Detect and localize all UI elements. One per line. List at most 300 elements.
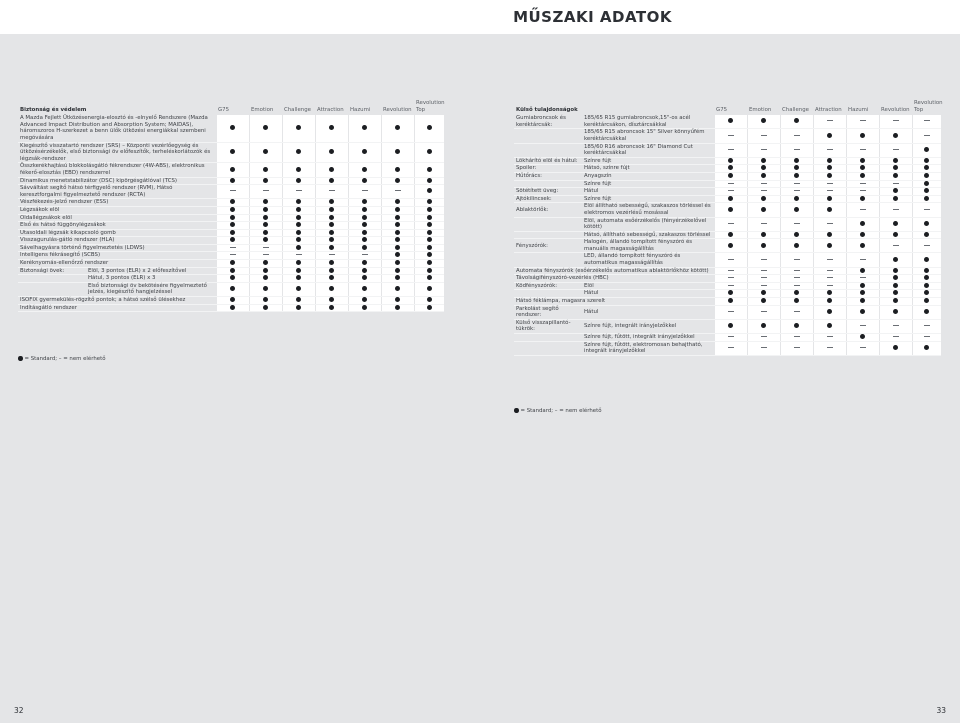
availability-cell xyxy=(414,304,444,312)
standard-dot-icon xyxy=(924,173,929,178)
not-available-dash-icon xyxy=(794,277,800,278)
standard-dot-icon xyxy=(860,196,865,201)
availability-cell xyxy=(414,260,444,268)
availability-cell xyxy=(747,172,780,180)
row-sublabel: Elöl állítható sebességű, szakaszos törléssel és elektromos vezérlésű mosással xyxy=(582,203,714,217)
availability-cell xyxy=(912,305,941,319)
table-row xyxy=(514,239,941,253)
standard-dot-icon xyxy=(329,268,334,273)
legend xyxy=(18,356,106,362)
availability-cell xyxy=(912,195,941,203)
availability-cell xyxy=(249,252,282,260)
standard-dot-icon xyxy=(263,286,268,291)
table-row xyxy=(514,172,941,180)
standard-dot-icon xyxy=(761,165,766,170)
availability-cell xyxy=(414,177,444,185)
not-available-dash-icon xyxy=(296,254,302,255)
availability-cell xyxy=(249,163,282,177)
standard-dot-icon xyxy=(893,221,898,226)
availability-cell xyxy=(714,188,747,196)
availability-cell xyxy=(912,129,941,143)
not-available-dash-icon xyxy=(827,285,833,286)
availability-cell xyxy=(813,239,846,253)
availability-cell xyxy=(348,214,381,222)
not-available-dash-icon xyxy=(893,183,899,184)
availability-cell xyxy=(348,222,381,230)
availability-cell xyxy=(879,267,912,275)
table-row xyxy=(18,252,444,260)
row-label: Ajtókilincsek: xyxy=(514,195,582,203)
standard-dot-icon xyxy=(296,286,301,291)
standard-dot-icon xyxy=(794,243,799,248)
availability-cell xyxy=(315,260,348,268)
availability-cell xyxy=(249,244,282,252)
availability-cell xyxy=(714,157,747,165)
availability-cell xyxy=(912,319,941,333)
availability-cell xyxy=(381,222,414,230)
availability-cell xyxy=(714,305,747,319)
row-label xyxy=(514,253,582,267)
table-row xyxy=(514,129,941,143)
row-label: Külső visszapillantó-tükrök: xyxy=(514,319,582,333)
row-label: Vészfékezés-jelző rendszer (ESS) xyxy=(18,199,216,207)
row-label: ISOFIX gyermekülés-rögzítő pontok; a hátsó szélső ülésekhez xyxy=(18,297,216,305)
standard-dot-icon xyxy=(329,230,334,235)
row-label: Spoiler: xyxy=(514,165,582,173)
standard-dot-icon xyxy=(860,298,865,303)
not-available-dash-icon xyxy=(860,347,866,348)
availability-cell xyxy=(249,214,282,222)
standard-dot-icon xyxy=(893,133,898,138)
standard-dot-icon xyxy=(296,178,301,183)
availability-cell xyxy=(813,203,846,217)
availability-cell xyxy=(714,129,747,143)
availability-cell xyxy=(813,290,846,298)
availability-cell xyxy=(813,195,846,203)
row-label xyxy=(18,275,86,283)
availability-cell xyxy=(282,244,315,252)
availability-cell xyxy=(780,341,813,355)
safety-spec-table xyxy=(18,100,444,312)
not-available-dash-icon xyxy=(827,277,833,278)
not-available-dash-icon xyxy=(860,277,866,278)
not-available-dash-icon xyxy=(860,209,866,210)
table-row xyxy=(514,180,941,188)
availability-cell xyxy=(747,231,780,239)
standard-dot-icon xyxy=(263,297,268,302)
standard-dot-icon xyxy=(230,275,235,280)
standard-dot-icon xyxy=(924,275,929,280)
availability-cell xyxy=(747,253,780,267)
availability-cell xyxy=(714,334,747,342)
standard-dot-icon xyxy=(296,305,301,310)
table-row xyxy=(514,157,941,165)
standard-dot-icon xyxy=(728,290,733,295)
not-available-dash-icon xyxy=(827,149,833,150)
availability-cell xyxy=(414,142,444,163)
standard-dot-icon xyxy=(728,207,733,212)
standard-dot-icon xyxy=(860,243,865,248)
legend xyxy=(514,408,602,414)
standard-dot-icon xyxy=(395,125,400,130)
column-header: Revolution xyxy=(383,106,412,113)
row-sublabel: Halogén, állandó tompított fényszóró és manuális magasságállítás xyxy=(582,239,714,253)
standard-dot-icon xyxy=(893,257,898,262)
standard-dot-icon xyxy=(761,158,766,163)
table-row xyxy=(18,244,444,252)
availability-cell xyxy=(912,157,941,165)
availability-cell xyxy=(879,165,912,173)
standard-dot-icon xyxy=(296,268,301,273)
availability-cell xyxy=(315,229,348,237)
standard-dot-icon xyxy=(395,178,400,183)
standard-dot-icon xyxy=(924,165,929,170)
availability-cell xyxy=(315,142,348,163)
table-row xyxy=(18,267,444,275)
row-sublabel: Hátul xyxy=(582,290,714,298)
standard-dot-icon xyxy=(893,268,898,273)
standard-dot-icon xyxy=(794,290,799,295)
standard-dot-icon xyxy=(427,199,432,204)
availability-cell xyxy=(216,267,249,275)
availability-cell xyxy=(879,319,912,333)
standard-dot-icon xyxy=(924,257,929,262)
standard-dot-icon xyxy=(296,207,301,212)
availability-cell xyxy=(846,195,879,203)
standard-dot-icon xyxy=(296,125,301,130)
availability-cell xyxy=(912,239,941,253)
standard-dot-icon xyxy=(924,268,929,273)
standard-dot-icon xyxy=(329,125,334,130)
availability-cell xyxy=(315,237,348,245)
availability-cell xyxy=(747,129,780,143)
not-available-dash-icon xyxy=(860,259,866,260)
standard-dot-icon xyxy=(329,286,334,291)
availability-cell xyxy=(381,199,414,207)
standard-dot-icon xyxy=(860,283,865,288)
table-row xyxy=(514,253,941,267)
availability-cell xyxy=(879,115,912,129)
standard-dot-icon xyxy=(893,196,898,201)
table-row xyxy=(514,165,941,173)
availability-cell xyxy=(414,199,444,207)
standard-dot-icon xyxy=(924,196,929,201)
row-label: Utasoldali légzsák kikapcsoló gomb xyxy=(18,229,216,237)
standard-dot-icon xyxy=(924,188,929,193)
availability-cell xyxy=(282,185,315,199)
standard-dot-icon xyxy=(893,158,898,163)
standard-dot-icon xyxy=(794,158,799,163)
row-label: Összkerékhajtású blokkolásgátló fékrendszer (4W-ABS), elektronikus fékerő-elosztás (EBD) rendszerrel xyxy=(18,163,216,177)
availability-cell xyxy=(282,282,315,296)
availability-cell xyxy=(381,142,414,163)
row-sublabel: Anyagszín xyxy=(582,172,714,180)
availability-cell xyxy=(813,282,846,290)
not-available-dash-icon xyxy=(893,325,899,326)
standard-dot-icon xyxy=(263,222,268,227)
availability-cell xyxy=(282,252,315,260)
not-available-dash-icon xyxy=(728,347,734,348)
standard-dot-icon xyxy=(395,260,400,265)
standard-dot-icon xyxy=(794,165,799,170)
not-available-dash-icon xyxy=(761,311,767,312)
availability-cell xyxy=(348,267,381,275)
standard-dot-icon xyxy=(427,125,432,130)
not-available-dash-icon xyxy=(728,183,734,184)
availability-cell xyxy=(348,199,381,207)
row-label: Első és hátsó függönylégzsákok xyxy=(18,222,216,230)
standard-dot-icon xyxy=(362,222,367,227)
table-row xyxy=(18,260,444,268)
standard-dot-icon xyxy=(362,286,367,291)
availability-cell xyxy=(249,185,282,199)
not-available-dash-icon xyxy=(794,135,800,136)
standard-dot-icon xyxy=(395,305,400,310)
availability-cell xyxy=(780,334,813,342)
availability-cell xyxy=(714,298,747,306)
availability-cell xyxy=(846,253,879,267)
not-available-dash-icon xyxy=(362,254,368,255)
not-available-dash-icon xyxy=(860,120,866,121)
column-header: Attraction xyxy=(815,106,842,113)
standard-dot-icon xyxy=(827,133,832,138)
availability-cell xyxy=(348,252,381,260)
availability-cell xyxy=(282,260,315,268)
table-row xyxy=(18,282,444,296)
standard-dot-icon xyxy=(761,196,766,201)
availability-cell xyxy=(879,143,912,157)
availability-cell xyxy=(813,129,846,143)
standard-dot-icon xyxy=(893,232,898,237)
standard-dot-icon xyxy=(362,125,367,130)
not-available-dash-icon xyxy=(794,336,800,337)
availability-cell xyxy=(249,260,282,268)
availability-cell xyxy=(282,304,315,312)
not-available-dash-icon xyxy=(794,259,800,260)
table-row xyxy=(514,195,941,203)
standard-dot-icon xyxy=(427,297,432,302)
standard-dot-icon xyxy=(860,173,865,178)
row-label: Hűtőrács: xyxy=(514,172,582,180)
availability-cell xyxy=(414,297,444,305)
not-available-dash-icon xyxy=(761,277,767,278)
standard-dot-icon xyxy=(329,199,334,204)
standard-dot-icon xyxy=(329,305,334,310)
table-header-row xyxy=(514,100,941,115)
availability-cell xyxy=(348,177,381,185)
standard-dot-icon xyxy=(296,167,301,172)
table-row xyxy=(514,275,941,283)
standard-dot-icon xyxy=(427,237,432,242)
availability-cell xyxy=(813,172,846,180)
availability-cell xyxy=(216,304,249,312)
availability-cell xyxy=(912,298,941,306)
row-label: Ködfényszórók: xyxy=(514,282,582,290)
standard-dot-icon xyxy=(329,275,334,280)
availability-cell xyxy=(780,253,813,267)
availability-cell xyxy=(780,172,813,180)
availability-cell xyxy=(315,115,348,142)
availability-cell xyxy=(780,217,813,231)
standard-dot-icon xyxy=(728,323,733,328)
not-available-dash-icon xyxy=(263,254,269,255)
standard-dot-icon xyxy=(827,243,832,248)
standard-dot-icon xyxy=(427,252,432,257)
not-available-dash-icon xyxy=(761,183,767,184)
availability-cell xyxy=(381,214,414,222)
availability-cell xyxy=(249,199,282,207)
availability-cell xyxy=(381,267,414,275)
availability-cell xyxy=(282,199,315,207)
table-row xyxy=(514,298,941,306)
not-available-dash-icon xyxy=(827,183,833,184)
availability-cell xyxy=(780,143,813,157)
availability-cell xyxy=(780,305,813,319)
availability-cell xyxy=(747,180,780,188)
standard-dot-icon xyxy=(395,207,400,212)
availability-cell xyxy=(348,115,381,142)
row-sublabel: Színre fújt, fűtött, elektromosan behajtható, integrált irányjelzőkkel xyxy=(582,341,714,355)
availability-cell xyxy=(348,206,381,214)
not-available-dash-icon xyxy=(893,336,899,337)
standard-dot-icon xyxy=(263,125,268,130)
availability-cell xyxy=(216,214,249,222)
availability-cell xyxy=(381,260,414,268)
availability-cell xyxy=(813,253,846,267)
standard-dot-icon xyxy=(395,297,400,302)
not-available-dash-icon xyxy=(761,223,767,224)
availability-cell xyxy=(879,305,912,319)
standard-dot-icon xyxy=(427,167,432,172)
availability-cell xyxy=(216,237,249,245)
standard-dot-icon xyxy=(230,305,235,310)
standard-dot-icon xyxy=(296,275,301,280)
availability-cell xyxy=(216,142,249,163)
availability-cell xyxy=(747,298,780,306)
not-available-dash-icon xyxy=(728,285,734,286)
availability-cell xyxy=(714,290,747,298)
standard-dot-icon xyxy=(263,178,268,183)
availability-cell xyxy=(216,222,249,230)
standard-dot-icon xyxy=(395,275,400,280)
row-sublabel: Színre fújt xyxy=(582,180,714,188)
row-label: Intelligens fékrásegítő (SCBS) xyxy=(18,252,216,260)
standard-dot-icon xyxy=(893,165,898,170)
availability-cell xyxy=(381,282,414,296)
availability-cell xyxy=(780,165,813,173)
standard-dot-icon xyxy=(230,215,235,220)
availability-cell xyxy=(912,165,941,173)
availability-cell xyxy=(813,275,846,283)
row-label: Oldallégzsákok elöl xyxy=(18,214,216,222)
row-sublabel: Elöl, 3 pontos (ELR) x 2 előfeszítővel xyxy=(86,267,216,275)
row-label: Hátsó féklámpa, magasra szerelt xyxy=(514,298,714,306)
availability-cell xyxy=(282,275,315,283)
standard-dot-icon xyxy=(427,149,432,154)
standard-dot-icon xyxy=(296,297,301,302)
availability-cell xyxy=(780,290,813,298)
row-label: Indításgátló rendszer xyxy=(18,304,216,312)
availability-cell xyxy=(381,252,414,260)
standard-dot-icon xyxy=(230,178,235,183)
not-available-dash-icon xyxy=(230,254,236,255)
standard-dot-icon xyxy=(230,149,235,154)
page-number-left: 32 xyxy=(14,706,24,715)
row-label: Ablaktörlők: xyxy=(514,203,582,217)
not-available-dash-icon xyxy=(362,190,368,191)
row-label xyxy=(514,334,582,342)
availability-cell xyxy=(216,185,249,199)
row-label xyxy=(514,143,582,157)
availability-cell xyxy=(381,244,414,252)
not-available-dash-icon xyxy=(761,259,767,260)
availability-cell xyxy=(348,297,381,305)
not-available-dash-icon xyxy=(893,245,899,246)
table-row xyxy=(514,115,941,129)
row-label xyxy=(514,231,582,239)
availability-cell xyxy=(348,237,381,245)
standard-dot-icon xyxy=(924,283,929,288)
not-available-dash-icon xyxy=(728,223,734,224)
standard-dot-icon xyxy=(860,165,865,170)
not-available-dash-icon xyxy=(728,311,734,312)
standard-dot-icon xyxy=(230,167,235,172)
availability-cell xyxy=(216,244,249,252)
standard-dot-icon xyxy=(924,158,929,163)
row-sublabel: Színre fújt, integrált irányjelzőkkel xyxy=(582,319,714,333)
availability-cell xyxy=(747,239,780,253)
standard-dot-icon xyxy=(893,345,898,350)
standard-dot-icon xyxy=(827,207,832,212)
availability-cell xyxy=(846,217,879,231)
standard-dot-icon xyxy=(761,118,766,123)
availability-cell xyxy=(315,214,348,222)
standard-dot-icon xyxy=(230,125,235,130)
standard-dot-icon xyxy=(893,283,898,288)
availability-cell xyxy=(846,319,879,333)
standard-dot-icon xyxy=(893,275,898,280)
standard-dot-icon xyxy=(230,286,235,291)
availability-cell xyxy=(714,231,747,239)
not-available-dash-icon xyxy=(893,209,899,210)
availability-cell xyxy=(315,304,348,312)
standard-dot-icon xyxy=(329,149,334,154)
availability-cell xyxy=(381,115,414,142)
availability-cell xyxy=(912,188,941,196)
standard-dot-icon xyxy=(296,260,301,265)
not-available-dash-icon xyxy=(860,149,866,150)
availability-cell xyxy=(912,203,941,217)
availability-cell xyxy=(348,185,381,199)
not-available-dash-icon xyxy=(263,190,269,191)
standard-dot-icon xyxy=(395,268,400,273)
availability-cell xyxy=(282,177,315,185)
availability-cell xyxy=(912,275,941,283)
standard-dot-icon xyxy=(362,178,367,183)
availability-cell xyxy=(414,237,444,245)
standard-dot-icon xyxy=(263,237,268,242)
standard-dot-icon xyxy=(728,173,733,178)
standard-dot-icon xyxy=(794,118,799,123)
availability-cell xyxy=(714,341,747,355)
standard-dot-icon xyxy=(362,207,367,212)
standard-dot-icon xyxy=(230,199,235,204)
standard-dot-icon xyxy=(263,268,268,273)
standard-dot-icon xyxy=(395,215,400,220)
standard-dot-icon xyxy=(329,178,334,183)
availability-cell xyxy=(846,231,879,239)
availability-cell xyxy=(249,142,282,163)
